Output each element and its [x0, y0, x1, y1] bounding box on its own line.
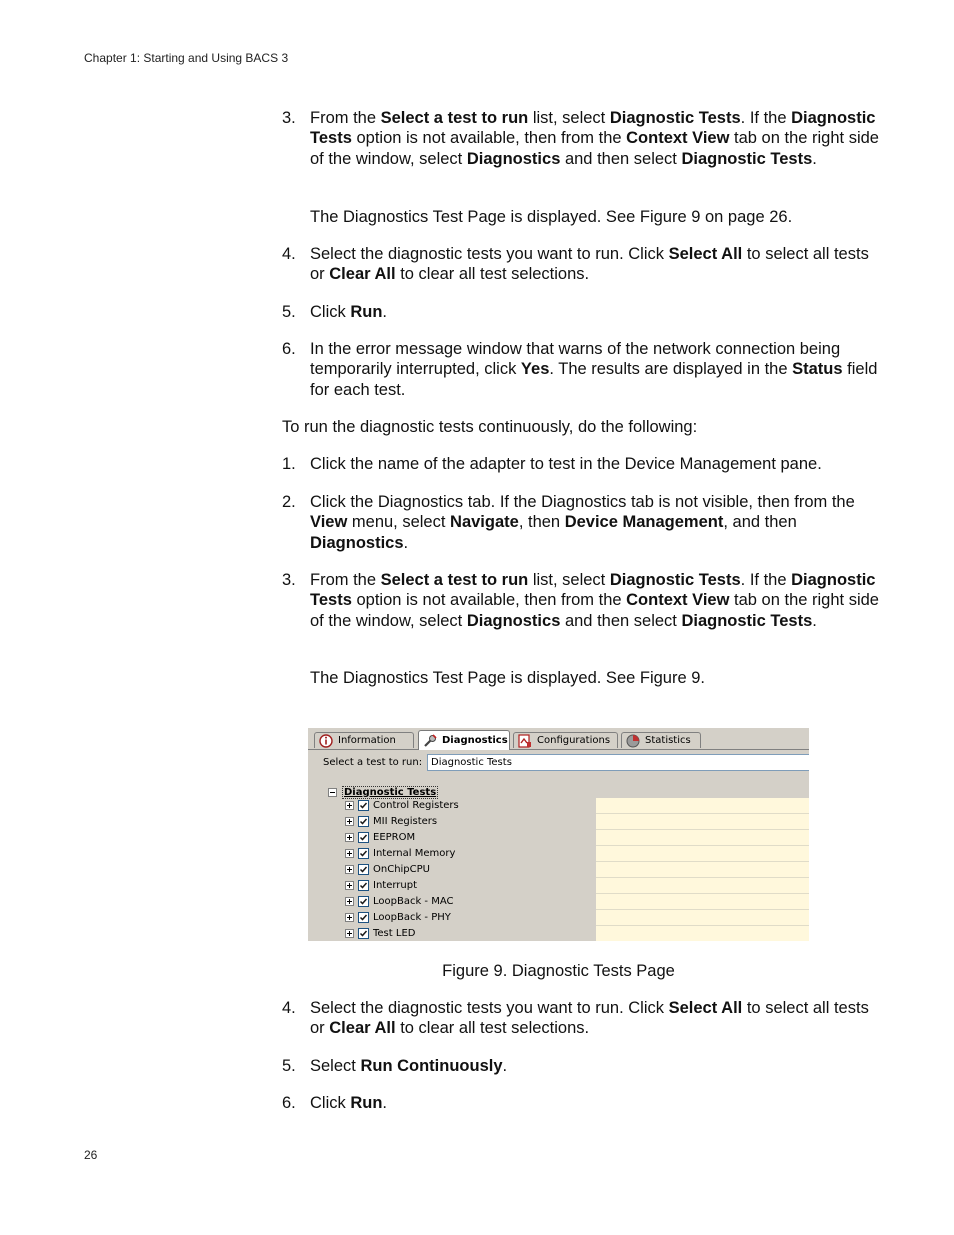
test-checkbox[interactable]	[358, 928, 369, 939]
test-row	[308, 830, 809, 846]
tab-diagnostics[interactable]	[418, 730, 510, 750]
select-test-row	[308, 754, 809, 774]
check-icon	[359, 849, 368, 858]
step-5-click-run: 5. Click Run.	[282, 303, 388, 321]
step-6-error-window: 6. In the error message window that warns of the network connection being temporarily interrupted, click Yes. The results are displayed in the Status field for each test.	[282, 340, 878, 399]
tab-strip	[308, 728, 809, 750]
select-test-label: Select a test to run:	[323, 757, 423, 768]
select-test-dropdown[interactable]: Diagnostic Tests	[427, 754, 809, 771]
expand-icon[interactable]	[345, 849, 354, 858]
test-checkbox[interactable]	[358, 832, 369, 843]
check-icon	[359, 897, 368, 906]
status-cell	[596, 910, 809, 926]
cont-step-1: 1. Click the name of the adapter to test in the Device Management pane.	[282, 455, 822, 473]
figure-caption: Figure 9. Diagnostic Tests Page	[442, 962, 675, 980]
tab-configurations[interactable]	[513, 732, 618, 748]
status-cell	[596, 862, 809, 878]
test-label: Interrupt	[373, 880, 418, 891]
wrench-icon	[423, 734, 437, 748]
continuous-intro: To run the diagnostic tests continuously, do the following:	[282, 418, 698, 436]
step-number: 3.	[282, 109, 296, 127]
collapse-icon[interactable]	[328, 788, 337, 797]
cont-step-2: 2. Click the Diagnostics tab. If the Diagnostics tab is not visible, then from the View menu, select Navigate, then Device Management, and then Diagnostics.	[282, 493, 855, 552]
cont-step-3: 3. From the Select a test to run list, select Diagnostic Tests. If the Diagnostic Tests option is not available, then from the Context View tab on the right side of the window, select Diagnostics and then select Diagnostic Tests.	[282, 571, 879, 630]
cont-step-6: 6. Click Run.	[282, 1094, 388, 1112]
tab-information[interactable]	[314, 732, 414, 748]
tree-root	[328, 785, 437, 799]
check-icon	[359, 913, 368, 922]
expand-icon[interactable]	[345, 897, 354, 906]
test-label: LoopBack - MAC	[373, 896, 454, 907]
status-cell	[596, 894, 809, 910]
test-checkbox[interactable]	[358, 800, 369, 811]
tree-root-label[interactable]: Diagnostic Tests	[344, 786, 437, 798]
test-checkbox[interactable]	[358, 816, 369, 827]
chart-icon	[626, 734, 640, 748]
tab-label: Information	[338, 735, 396, 746]
check-icon	[359, 865, 368, 874]
test-checkbox[interactable]	[358, 848, 369, 859]
step-number: 6.	[282, 1094, 296, 1112]
status-cell	[596, 830, 809, 846]
tab-label: Statistics	[645, 735, 691, 746]
step-number: 1.	[282, 455, 296, 473]
check-icon	[359, 929, 368, 938]
test-label: Internal Memory	[373, 848, 456, 859]
step-number: 5.	[282, 303, 296, 321]
step-3-note: The Diagnostics Test Page is displayed. See Figure 9 on page 26.	[310, 208, 793, 226]
expand-icon[interactable]	[345, 801, 354, 810]
status-cell	[596, 814, 809, 830]
status-cell	[596, 846, 809, 862]
step-number: 3.	[282, 571, 296, 589]
check-icon	[359, 817, 368, 826]
step-number: 4.	[282, 245, 296, 263]
step-number: 4.	[282, 999, 296, 1017]
step-3-select-test: 3. From the Select a test to run list, select Diagnostic Tests. If the Diagnostic Tests option is not available, then from the Context View tab on the right side of the window, select Diagnostics and then select Diagnostic Tests.	[282, 109, 879, 168]
test-checkbox[interactable]	[358, 896, 369, 907]
status-cell	[596, 878, 809, 894]
step-4-select-tests: 4. Select the diagnostic tests you want to run. Click Select All to select all tests or Clear All to clear all test selections.	[282, 245, 869, 284]
check-icon	[359, 881, 368, 890]
test-label: LoopBack - PHY	[373, 912, 451, 923]
cont-step-5: 5. Select Run Continuously.	[282, 1057, 508, 1075]
expand-icon[interactable]	[345, 833, 354, 842]
test-label: Test LED	[373, 928, 416, 939]
test-checkbox[interactable]	[358, 864, 369, 875]
page-number: 26	[84, 1148, 98, 1162]
config-icon	[518, 734, 532, 748]
test-row	[308, 846, 809, 862]
test-label: OnChipCPU	[373, 864, 430, 875]
expand-icon[interactable]	[345, 817, 354, 826]
diagnostics-screenshot	[308, 728, 809, 941]
tab-label: Diagnostics	[442, 735, 508, 746]
test-row	[308, 814, 809, 830]
test-label: Control Registers	[373, 800, 459, 811]
running-head: Chapter 1: Starting and Using BACS 3	[84, 51, 289, 65]
test-checkbox[interactable]	[358, 912, 369, 923]
cont-step-4: 4. Select the diagnostic tests you want to run. Click Select All to select all tests or Clear All to clear all test selections.	[282, 999, 869, 1038]
status-cell	[596, 798, 809, 814]
test-label: MII Registers	[373, 816, 438, 827]
test-row	[308, 894, 809, 910]
expand-icon[interactable]	[345, 913, 354, 922]
diagnostic-tests-tree	[308, 782, 809, 941]
cont-step-3-note: The Diagnostics Test Page is displayed. See Figure 9.	[310, 669, 705, 687]
info-icon	[319, 734, 333, 748]
expand-icon[interactable]	[345, 881, 354, 890]
check-icon	[359, 801, 368, 810]
test-row	[308, 926, 809, 941]
tab-label: Configurations	[537, 735, 611, 746]
test-label: EEPROM	[373, 832, 416, 843]
expand-icon[interactable]	[345, 929, 354, 938]
test-row	[308, 910, 809, 926]
check-icon	[359, 833, 368, 842]
step-number: 6.	[282, 340, 296, 358]
step-number: 5.	[282, 1057, 296, 1075]
status-cell	[596, 926, 809, 941]
test-row	[308, 798, 809, 814]
expand-icon[interactable]	[345, 865, 354, 874]
test-row	[308, 862, 809, 878]
step-number: 2.	[282, 493, 296, 511]
tab-statistics[interactable]	[621, 732, 701, 748]
test-row	[308, 878, 809, 894]
test-checkbox[interactable]	[358, 880, 369, 891]
